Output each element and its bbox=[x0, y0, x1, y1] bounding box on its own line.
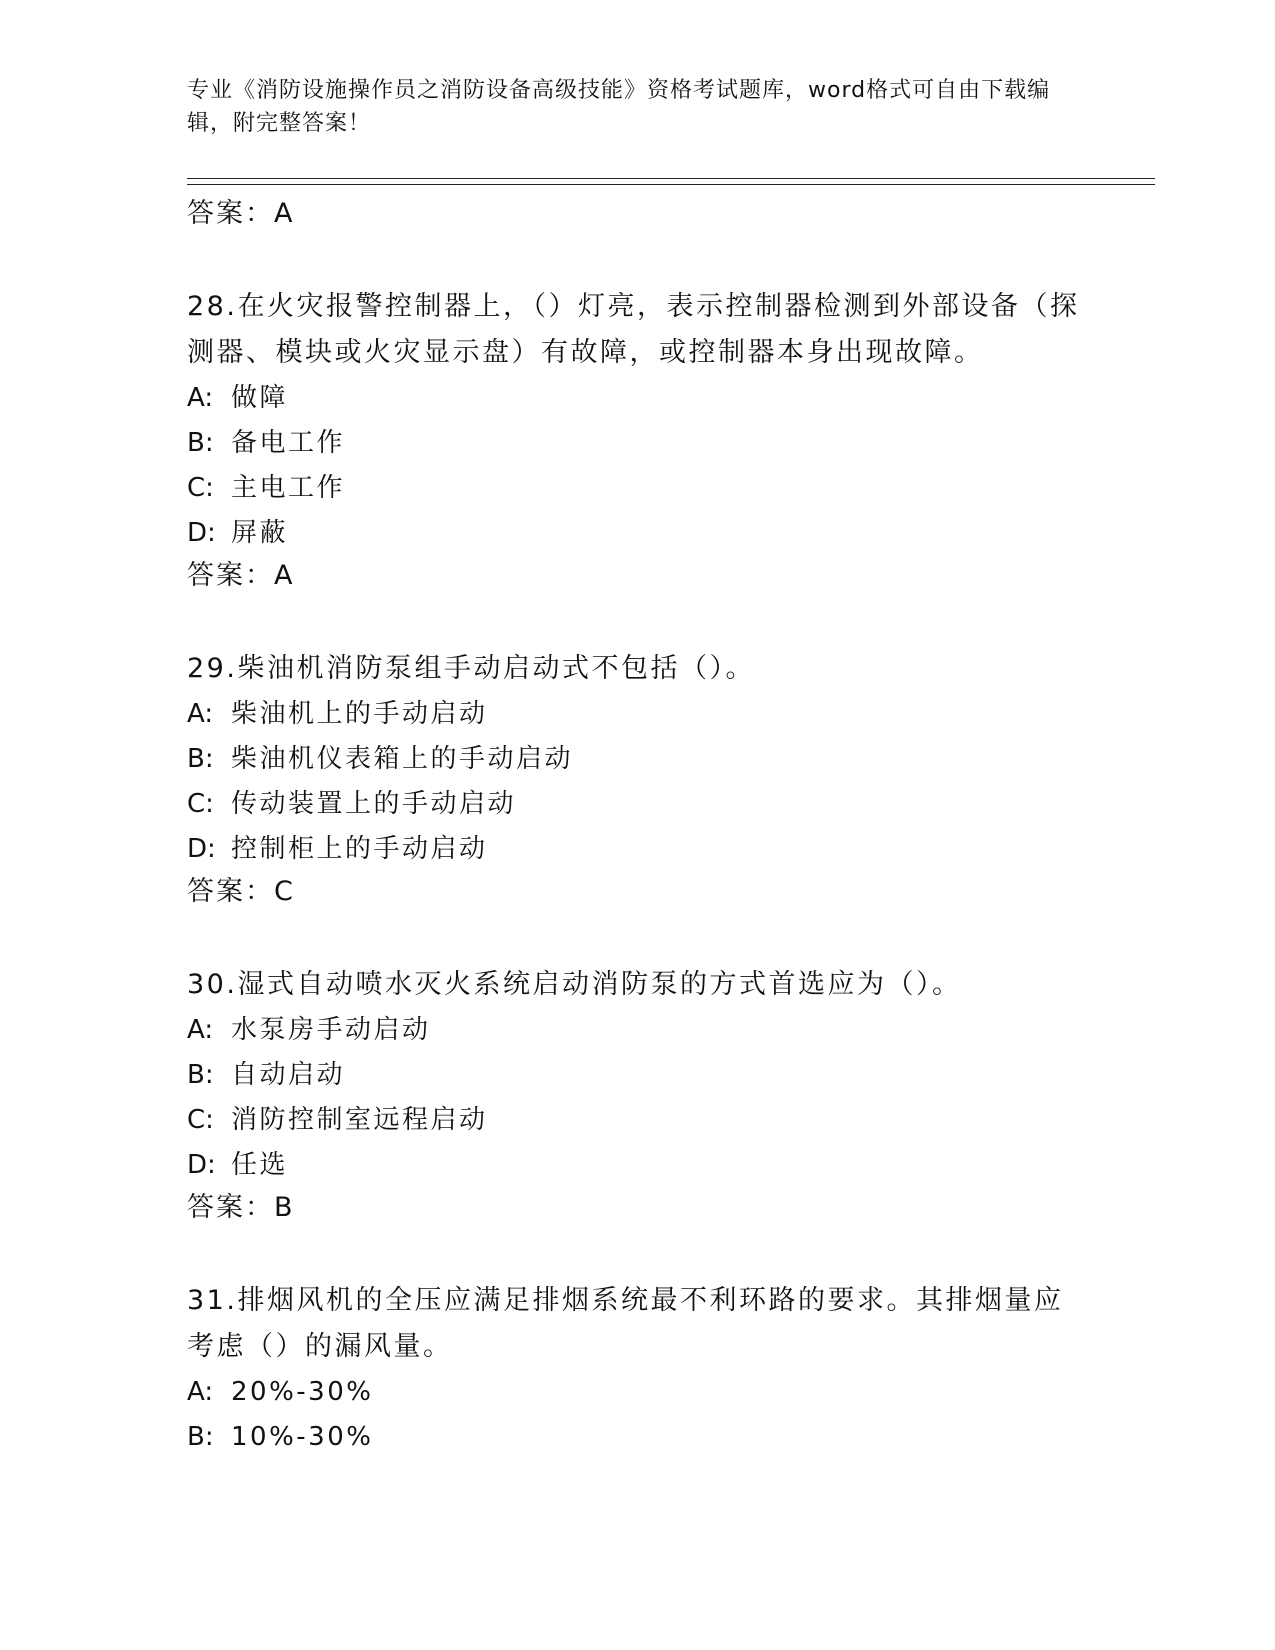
option-letter: D: bbox=[187, 1150, 216, 1180]
document-header: 专业《消防设施操作员之消防设备高级技能》资格考试题库，word格式可自由下载编辑，附完整答案！ bbox=[187, 78, 1051, 136]
option-letter: A: bbox=[187, 699, 214, 729]
option-text: 水泵房手动启动 bbox=[231, 1015, 431, 1045]
answer-label: 答案： bbox=[187, 876, 274, 907]
option-text: 20%-30% bbox=[231, 1377, 374, 1407]
option-letter: A: bbox=[187, 1015, 214, 1045]
answer-label: 答案： bbox=[187, 1192, 274, 1223]
option-letter: A: bbox=[187, 383, 214, 413]
question-30 bbox=[187, 962, 1087, 1228]
option-d bbox=[187, 511, 1087, 556]
option-a bbox=[187, 1008, 1087, 1053]
question-text: 29.柴油机消防泵组手动启动式不包括（）。 bbox=[187, 653, 755, 684]
answer-value: A bbox=[274, 198, 293, 229]
option-text: 传动装置上的手动启动 bbox=[231, 789, 517, 819]
option-letter: D: bbox=[187, 834, 216, 864]
answer-value: B bbox=[274, 1192, 293, 1223]
option-a bbox=[187, 376, 1087, 421]
option-c bbox=[187, 782, 1087, 827]
option-text: 控制柜上的手动启动 bbox=[231, 834, 488, 864]
question-29 bbox=[187, 646, 1087, 912]
option-b bbox=[187, 1415, 1087, 1460]
question-28 bbox=[187, 284, 1087, 596]
option-text: 主电工作 bbox=[231, 473, 346, 503]
option-letter: C: bbox=[187, 789, 214, 819]
option-b bbox=[187, 421, 1087, 466]
question-31 bbox=[187, 1278, 1087, 1460]
option-text: 屏蔽 bbox=[231, 518, 289, 548]
option-a bbox=[187, 692, 1087, 737]
option-letter: B: bbox=[187, 744, 214, 774]
question-list bbox=[187, 190, 1087, 1460]
option-text: 备电工作 bbox=[231, 428, 346, 458]
question-text: 30.湿式自动喷水灭火系统启动消防泵的方式首选应为（）。 bbox=[187, 969, 962, 1000]
answer-line bbox=[187, 556, 1087, 596]
option-d bbox=[187, 1143, 1087, 1188]
option-letter: B: bbox=[187, 428, 214, 458]
option-letter: B: bbox=[187, 1060, 214, 1090]
answer-value: A bbox=[274, 560, 293, 591]
question-text: 28.在火灾报警控制器上，（）灯亮，表示控制器检测到外部设备（探测器、模块或火灾显示盘）有故障，或控制器本身出现故障。 bbox=[187, 291, 1080, 368]
answer-line bbox=[187, 194, 1087, 234]
option-text: 任选 bbox=[231, 1150, 289, 1180]
option-d bbox=[187, 827, 1087, 872]
option-b bbox=[187, 737, 1087, 782]
option-letter: C: bbox=[187, 1105, 214, 1135]
option-a bbox=[187, 1370, 1087, 1415]
option-c bbox=[187, 466, 1087, 511]
option-text: 柴油机仪表箱上的手动启动 bbox=[231, 744, 574, 774]
option-letter: B: bbox=[187, 1422, 214, 1452]
answer-line bbox=[187, 1188, 1087, 1228]
answer-line bbox=[187, 872, 1087, 912]
option-b bbox=[187, 1053, 1087, 1098]
option-text: 消防控制室远程启动 bbox=[231, 1105, 488, 1135]
option-text: 10%-30% bbox=[231, 1422, 374, 1452]
option-text: 自动启动 bbox=[231, 1060, 346, 1090]
answer-value: C bbox=[274, 876, 293, 907]
header-divider bbox=[187, 178, 1155, 185]
answer-label: 答案： bbox=[187, 560, 274, 591]
option-letter: D: bbox=[187, 518, 216, 548]
option-text: 柴油机上的手动启动 bbox=[231, 699, 488, 729]
option-text: 做障 bbox=[231, 383, 289, 413]
option-c bbox=[187, 1098, 1087, 1143]
question-text: 31.排烟风机的全压应满足排烟系统最不利环路的要求。其排烟量应考虑（）的漏风量。 bbox=[187, 1285, 1064, 1362]
option-letter: A: bbox=[187, 1377, 214, 1407]
option-letter: C: bbox=[187, 473, 214, 503]
answer-label: 答案： bbox=[187, 198, 274, 229]
